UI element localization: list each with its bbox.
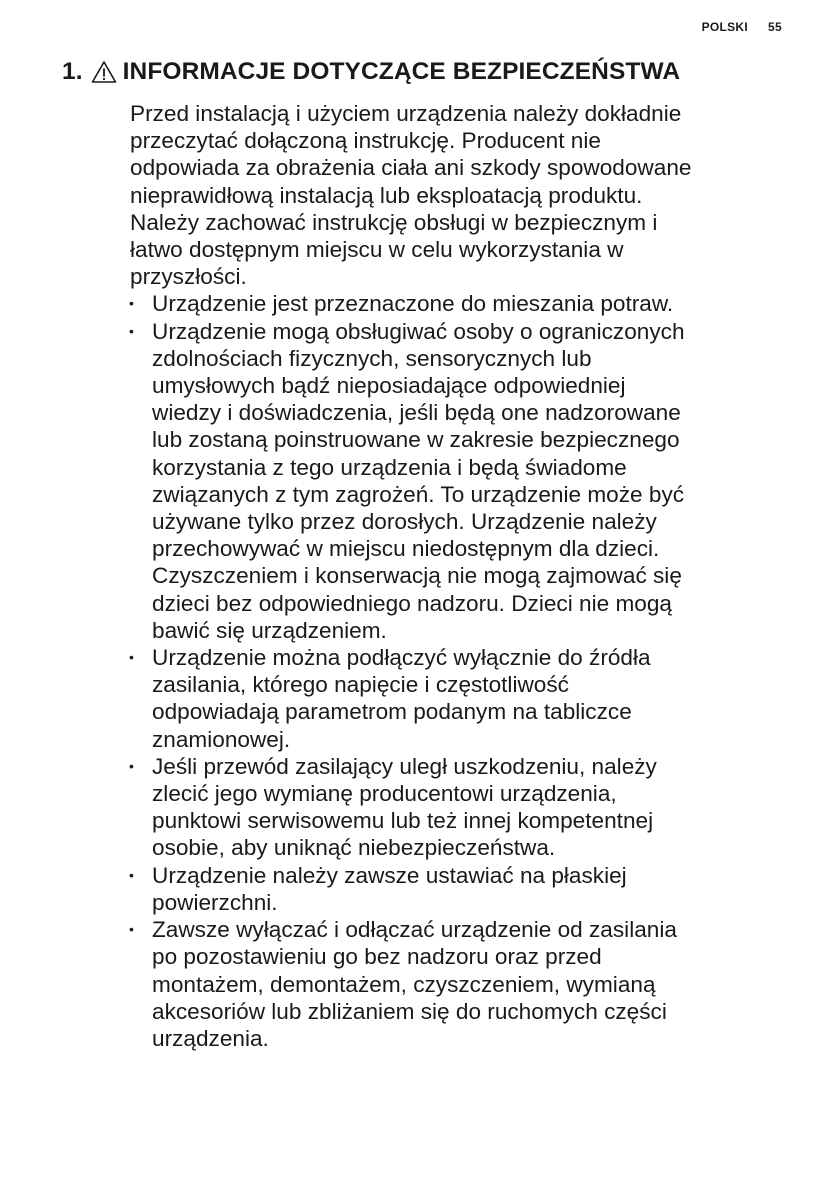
intro-line: odpowiada za obrażenia ciała ani szkody spowodowane bbox=[130, 155, 692, 181]
bullet-line: odpowiadają parametrom podanym na tabliczce bbox=[152, 699, 632, 725]
list-item bbox=[130, 916, 790, 1052]
bullet-line: umysłowych bądź nieposiadające odpowiedniej bbox=[152, 373, 626, 399]
bullet-line: dzieci bez odpowiedniego nadzoru. Dzieci nie mogą bbox=[152, 590, 672, 616]
bullet-line: Urządzenie można podłączyć wyłącznie do źródła bbox=[152, 645, 651, 671]
bullet-line: wiedzy i doświadczenia, jeśli będą one nadzorowane bbox=[152, 400, 681, 426]
intro-line: nieprawidłową instalacją lub eksploatacją produktu. bbox=[130, 182, 643, 208]
bullet-line: znamionowej. bbox=[152, 726, 291, 752]
bullet-line: Urządzenie należy zawsze ustawiać na płaskiej bbox=[152, 862, 627, 888]
bullet-line: zdolnościach fizycznych, sensorycznych lub bbox=[152, 345, 592, 371]
section-title-text: INFORMACJE DOTYCZĄCE BEZPIECZEŃSTWA bbox=[122, 58, 681, 85]
bullet-line: urządzenia. bbox=[152, 1025, 269, 1051]
bullet-line: powierzchni. bbox=[152, 889, 278, 915]
intro-line: przyszłości. bbox=[130, 264, 247, 290]
page-number: 55 bbox=[768, 20, 782, 34]
bullet-line: Czyszczeniem i konserwacją nie mogą zajmować się bbox=[152, 563, 682, 589]
intro-line: przeczytać dołączoną instrukcję. Producent nie bbox=[130, 128, 601, 154]
intro-line: Przed instalacją i użyciem urządzenia należy dokładnie bbox=[130, 101, 682, 126]
safety-content bbox=[130, 100, 790, 1052]
list-item bbox=[130, 644, 790, 753]
bullet-line: punktowi serwisowemu lub też innej kompetentnej bbox=[152, 808, 654, 834]
bullet-line: Zawsze wyłączać i odłączać urządzenie od zasilania bbox=[152, 917, 677, 943]
list-item bbox=[130, 753, 790, 862]
list-item bbox=[130, 290, 790, 317]
bullet-line: zlecić jego wymianę producentowi urządzenia, bbox=[152, 781, 617, 807]
safety-bullet-list bbox=[130, 290, 790, 1052]
intro-line: łatwo dostępnym miejscu w celu wykorzystania w bbox=[130, 237, 624, 263]
bullet-line: przechowywać w miejscu niedostępnym dla dzieci. bbox=[152, 536, 660, 562]
language-label: POLSKI bbox=[701, 20, 749, 34]
bullet-line: lub zostaną poinstruowane w zakresie bezpiecznego bbox=[152, 427, 680, 453]
bullet-line: Jeśli przewód zasilający uległ uszkodzeniu, należy bbox=[152, 753, 657, 779]
list-item bbox=[130, 862, 790, 916]
section-title bbox=[62, 58, 680, 86]
intro-paragraph bbox=[130, 100, 790, 290]
bullet-line: osobie, aby uniknąć niebezpieczeństwa. bbox=[152, 835, 556, 861]
bullet-line: Urządzenie mogą obsługiwać osoby o ograniczonych bbox=[152, 318, 685, 344]
warning-triangle-icon bbox=[91, 60, 117, 84]
list-item bbox=[130, 318, 790, 644]
bullet-line: bawić się urządzeniem. bbox=[152, 617, 387, 643]
bullet-line: montażem, demontażem, czyszczeniem, wymianą bbox=[152, 971, 656, 997]
intro-line: Należy zachować instrukcję obsługi w bezpiecznym i bbox=[130, 209, 658, 235]
section-number: 1. bbox=[62, 58, 83, 85]
bullet-line: akcesoriów lub zbliżaniem się do ruchomych części bbox=[152, 998, 667, 1024]
bullet-line: po pozostawieniu go bez nadzoru oraz przed bbox=[152, 944, 602, 970]
page-header bbox=[702, 20, 782, 34]
bullet-line: używane tylko przez dorosłych. Urządzenie należy bbox=[152, 509, 657, 535]
bullet-line: związanych z tym zagrożeń. To urządzenie może być bbox=[152, 481, 685, 507]
bullet-line: korzystania z tego urządzenia i będą świadome bbox=[152, 454, 627, 480]
bullet-line: zasilania, którego napięcie i częstotliwość bbox=[152, 672, 569, 698]
bullet-line: Urządzenie jest przeznaczone do mieszania potraw. bbox=[152, 291, 674, 317]
